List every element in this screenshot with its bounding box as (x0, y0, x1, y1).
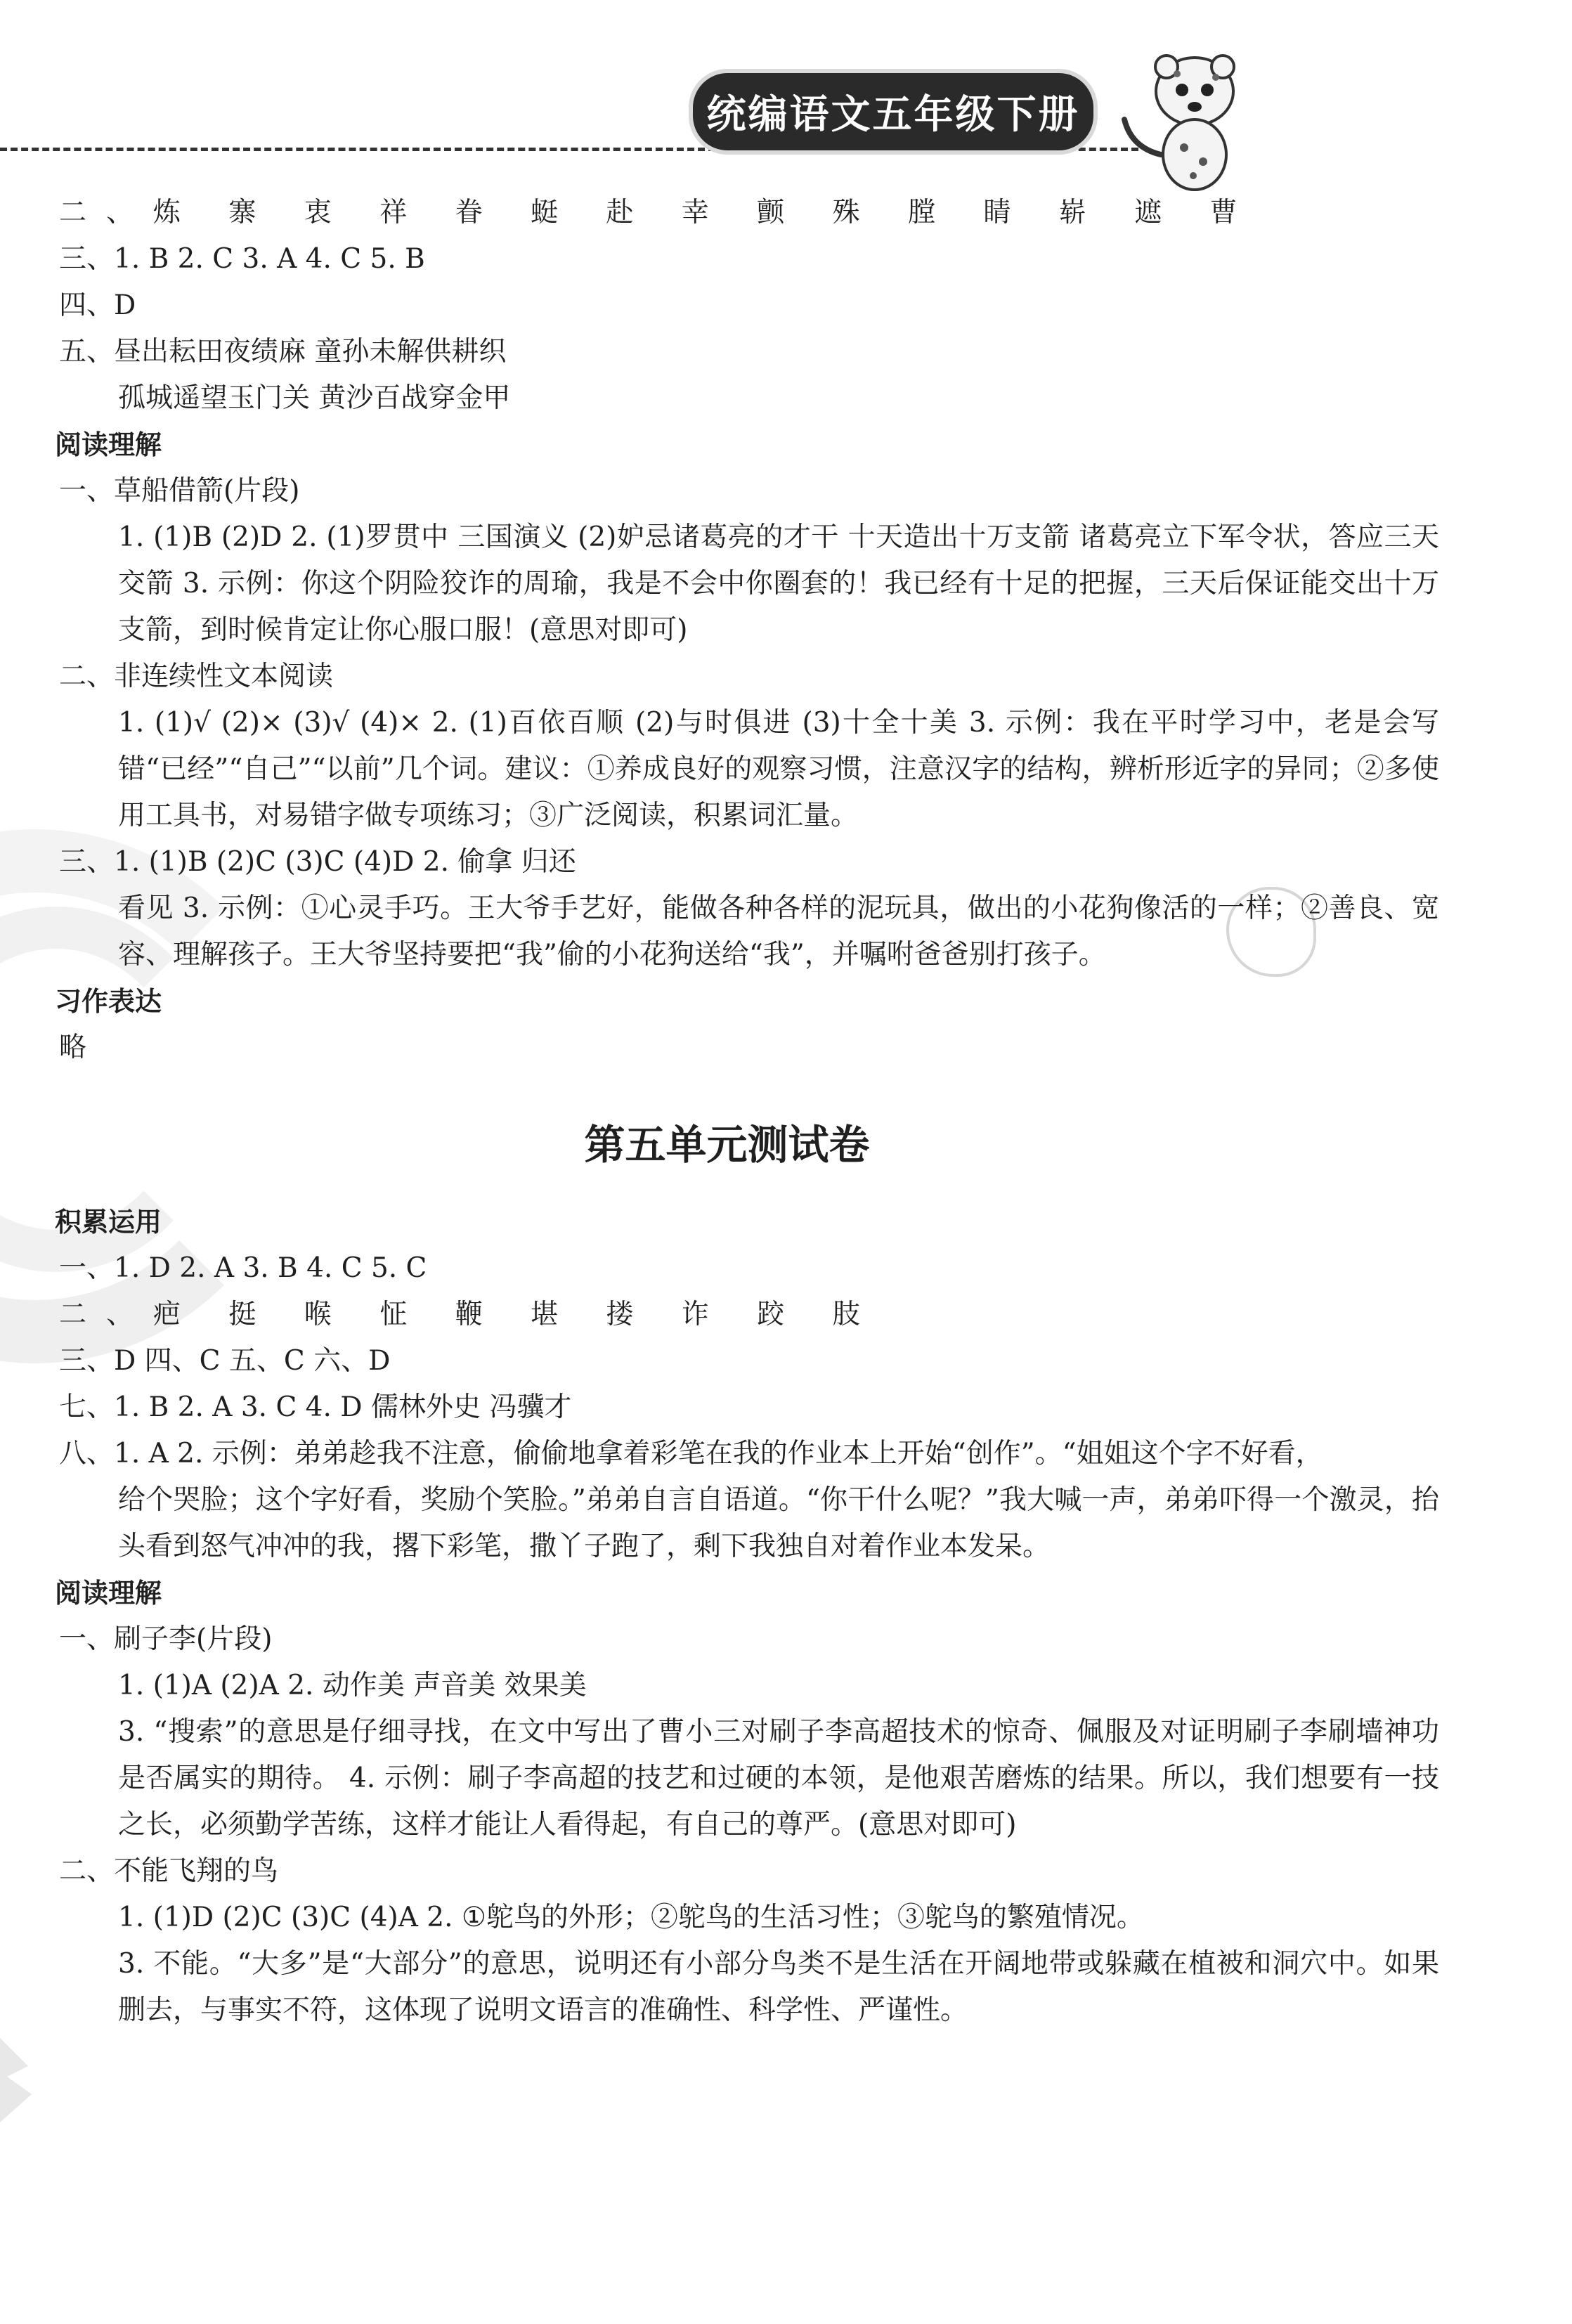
answer-line: 1. (1)D (2)C (3)C (4)A 2. ①鸵鸟的外形；②鸵鸟的生活习性；③鸵鸟的繁殖情况。 (118, 1902, 1144, 1933)
answer-line: 七、1. B 2. A 3. C 4. D 儒林外史 冯骥才 (59, 1391, 572, 1423)
answer-line: 一、1. D 2. A 3. B 4. C 5. C (59, 1252, 427, 1284)
answer-paragraph: 3. “搜索”的意思是仔细寻找，在文中写出了曹小三对刷子李高超技术的惊奇、佩服及对证明刷子李刷墙神功是否属实的期待。 4. 示例：刷子李高超的技艺和过硬的本领，是他艰苦磨炼的结果。所以，我们想要有一技之长，必须勤学苦练，这样才能让人看得起，有自己的尊严。(意思对即可) (118, 1716, 1439, 1841)
answer-content (55, 190, 1439, 2034)
answer-paragraph: 看见 3. 示例：①心灵手巧。王大爷手艺好，能做各种各样的泥玩具，做出的小花狗像活的一样；②善良、宽容、理解孩子。王大爷坚持要把“我”偷的小花狗送给“我”，并嘱咐爸爸别打孩子。 (118, 892, 1439, 971)
section-heading: 积累运用 (55, 1207, 162, 1238)
answer-line: 四、D (59, 290, 136, 321)
section-heading: 阅读理解 (55, 1578, 162, 1609)
answer-paragraph: 3. 不能。“大多”是“大部分”的意思，说明还有小部分鸟类不是生活在开阔地带或躲藏在植被和洞穴中。如果删去，与事实不符，这体现了说明文语言的准确性、科学性、严谨性。 (118, 1948, 1439, 2026)
unit-title: 第五单元测试卷 (584, 1121, 870, 1169)
answer-line: 八、1. A 2. 示例：弟弟趁我不注意，偷偷地拿着彩笔在我的作业本上开始“创作”。“姐姐这个字不好看， (59, 1438, 1323, 1469)
answer-line: 三、1. B 2. C 3. A 4. C 5. B (59, 243, 425, 275)
answer-paragraph: 1. (1)√ (2)× (3)√ (4)× 2. (1)百依百顺 (2)与时俱进 (3)十全十美 3. 示例：我在平时学习中，老是会写错“已经”“自己”“以前”几个词。建议：①养成良好的观察习惯，注意汉字的结构，辨析形近字的异同；②多使用工具书，对易错字做专项练习；③广泛阅读，积累词汇量。 (118, 707, 1439, 831)
answer-paragraph: 给个哭脸；这个字好看，奖励个笑脸。”弟弟自言自语道。“你干什么呢？”我大喊一声，弟弟吓得一个激灵，抬头看到怒气冲冲的我，撂下彩笔，撒丫子跑了，剩下我独自对着作业本发呆。 (118, 1484, 1439, 1562)
answer-line: 五、昼出耘田夜绩麻 童孙未解供耕织 (59, 336, 507, 368)
section-heading: 阅读理解 (55, 429, 162, 460)
question-title: 二、非连续性文本阅读 (59, 661, 334, 692)
answer-line: 三、1. (1)B (2)C (3)C (4)D 2. 偷拿 归还 (59, 846, 576, 878)
question-title: 一、草船借箭(片段) (59, 475, 300, 507)
question-title: 二、不能飞翔的鸟 (59, 1855, 279, 1887)
answer-paragraph: 1. (1)B (2)D 2. (1)罗贯中 三国演义 (2)妒忌诸葛亮的才干 十天造出十万支箭 诸葛亮立下军令状，答应三天交箭 3. 示例：你这个阴险狡诈的周瑜，我是不会中你圈套的！我已经有十足的把握，三天后保证能交出十万支箭，到时候肯定让你心服口服！(意思对即可) (118, 521, 1439, 646)
question-title: 一、刷子李(片段) (59, 1623, 273, 1655)
answer-line: 三、D 四、C 五、C 六、D (59, 1345, 391, 1377)
answer-line: 孤城遥望玉门关 黄沙百战穿金甲 (118, 382, 511, 414)
answer-line: 1. (1)A (2)A 2. 动作美 声音美 效果美 (118, 1670, 587, 1701)
leopard-mascot-icon (1117, 42, 1251, 197)
section-heading: 习作表达 (55, 986, 162, 1017)
answer-line: 二、炼 寨 衷 祥 眷 蜓 赴 幸 颤 殊 膛 睛 崭 遮 曹 (59, 197, 1257, 228)
answer-line: 二、疤 挺 喉 怔 鞭 堪 搂 诈 跤 肢 (59, 1299, 880, 1330)
header-title: 统编语文五年级下册 (689, 69, 1098, 155)
star-decoration-icon (0, 2024, 56, 2129)
answer-line: 略 (59, 1032, 87, 1063)
